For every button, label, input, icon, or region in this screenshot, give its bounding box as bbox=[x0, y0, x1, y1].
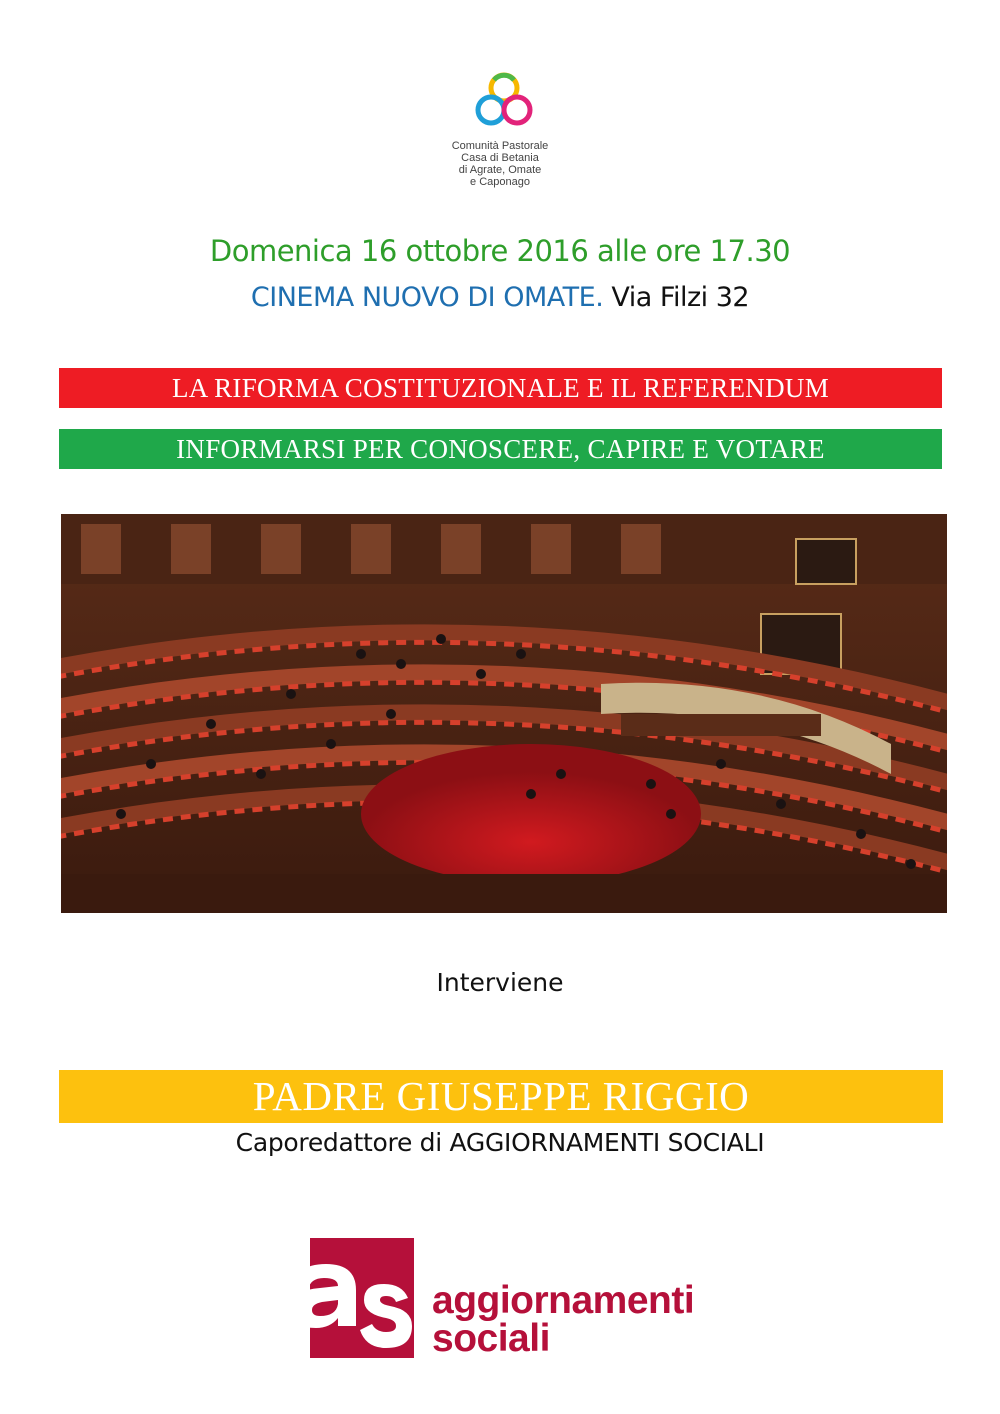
event-date-time: Domenica 16 ottobre 2016 alle ore 17.30 bbox=[209, 234, 791, 268]
community-logo bbox=[474, 68, 534, 130]
speaker-intro: Interviene bbox=[436, 968, 564, 997]
speaker-name-bar: PADRE GIUSEPPE RIGGIO bbox=[59, 1070, 943, 1123]
sponsor-wordmark bbox=[432, 1279, 695, 1360]
sponsor-line-1: aggiornamenti bbox=[432, 1279, 695, 1322]
parliament-hall-image bbox=[61, 514, 947, 913]
event-venue-line bbox=[0, 282, 1000, 313]
subtitle-bar: INFORMARSI PER CONOSCERE, CAPIRE E VOTARE bbox=[59, 429, 942, 469]
as-logo-icon bbox=[290, 1238, 414, 1358]
parliament-photo bbox=[61, 514, 947, 913]
speaker-role: Caporedattore di AGGIORNAMENTI SOCIALI bbox=[235, 1128, 765, 1157]
sponsor-line-2: sociali bbox=[432, 1317, 550, 1360]
rings-icon bbox=[474, 68, 534, 130]
venue-address: Via Filzi 32 bbox=[611, 282, 750, 313]
aggiornamenti-sociali-logo bbox=[290, 1238, 414, 1358]
main-title-bar: LA RIFORMA COSTITUZIONALE E IL REFERENDUM bbox=[59, 368, 942, 408]
venue-name: CINEMA NUOVO DI OMATE. bbox=[250, 282, 604, 313]
community-name: Comunità Pastorale Casa di Betania di Agrate, Omate e Caponago bbox=[451, 140, 549, 188]
